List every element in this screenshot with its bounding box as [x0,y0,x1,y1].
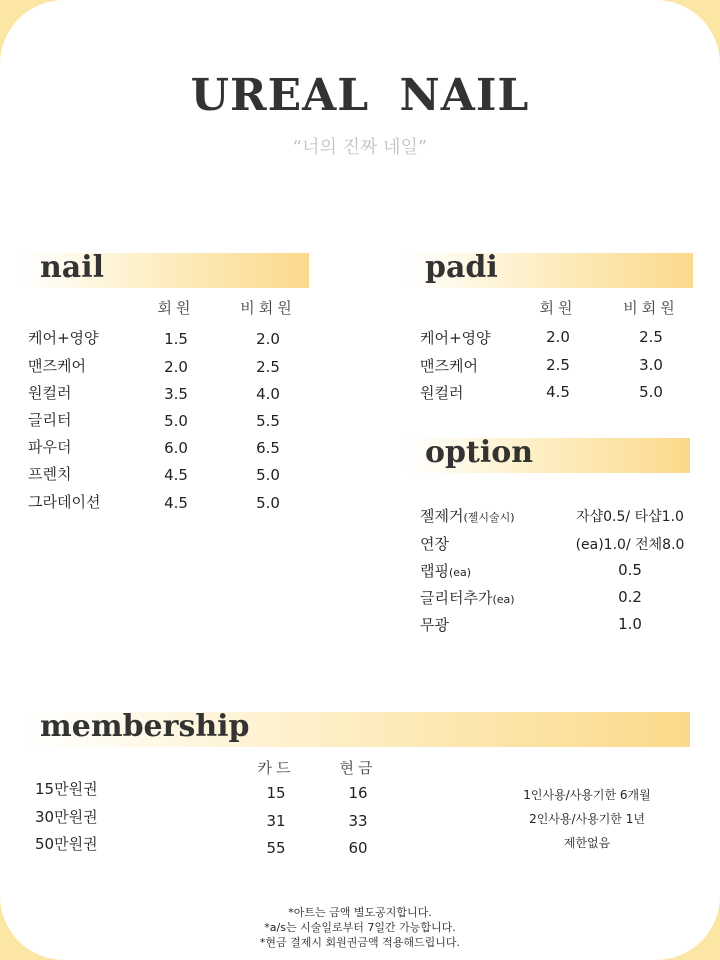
option-item-name [420,614,449,635]
footnote: *아트는 금액 별도공지합니다. [288,906,432,919]
footnote: *a/s는 시술일로부터 7일간 가능합니다. [264,921,456,934]
nail-item-member: 4.5 [164,466,188,484]
padi-section-title: padi [425,250,498,285]
nail-item-member: 4.5 [164,494,188,512]
membership-item-cash: 60 [348,839,368,857]
option-item-label: 글리터추가 [420,589,493,607]
nail-item-nonmember: 4.0 [256,385,280,403]
nail-section-title: nail [40,250,105,285]
padi-header-nonmember: 비회원 [623,299,679,317]
membership-section-title: membership [40,709,250,744]
nail-item-name: 맨즈케어 [28,357,86,375]
nail-item-nonmember: 5.0 [256,466,280,484]
option-item-name [420,560,471,581]
option-item-price: 0.5 [618,561,642,579]
option-item-name [420,533,449,554]
padi-item-name: 맨즈케어 [420,357,478,375]
nail-item-member: 2.0 [164,358,188,376]
membership-item-name: 50만원권 [35,835,98,853]
padi-header-member: 회원 [539,299,577,317]
membership-item-name: 15만원권 [35,780,98,798]
membership-item-name: 30만원권 [35,808,98,826]
padi-section-banner [405,250,693,288]
nail-header-nonmember: 비회원 [240,299,296,317]
tagline: “너의 진짜 네일” [292,137,428,158]
nail-item-nonmember: 6.5 [256,439,280,457]
option-item-label: 연장 [420,535,449,553]
nail-item-nonmember: 2.0 [256,330,280,348]
nail-item-nonmember: 2.5 [256,358,280,376]
membership-section-banner [20,709,690,747]
membership-item-card: 31 [266,812,286,830]
nail-item-name: 글리터 [28,411,72,429]
nail-item-name: 파우더 [28,438,72,456]
nail-header-member: 회원 [157,299,195,317]
padi-item-name: 케어+영양 [420,329,491,347]
option-item-name [420,505,515,526]
padi-item-nonmember: 3.0 [639,356,663,374]
nail-section-banner [20,250,309,288]
padi-item-name: 원컬러 [420,384,464,402]
option-item-label: 젤제거 [420,507,464,525]
membership-item-note: 2인사용/사용기한 1년 [529,812,645,826]
nail-item-name: 프렌치 [28,465,72,483]
option-item-price: (ea)1.0/ 전체8.0 [575,537,685,553]
padi-item-nonmember: 2.5 [639,328,663,346]
brand-title: UREAL NAIL [190,70,530,121]
option-item-sub: (ea) [448,566,472,579]
membership-item-note: 제한없음 [563,836,611,850]
nail-item-member: 1.5 [164,330,188,348]
option-section-banner [405,435,690,473]
nail-item-name: 케어+영양 [28,329,99,347]
membership-item-card: 55 [266,839,286,857]
padi-item-member: 2.5 [546,356,570,374]
option-item-price: 1.0 [618,615,642,633]
option-item-label: 랩핑 [420,562,449,580]
membership-item-card: 15 [266,784,286,802]
option-item-label: 무광 [420,616,449,634]
nail-item-name: 원컬러 [28,384,72,402]
option-item-price: 0.2 [618,588,642,606]
nail-item-nonmember: 5.0 [256,494,280,512]
footnote: *현금 결제시 회원권금액 적용해드립니다. [259,936,461,949]
nail-item-member: 3.5 [164,385,188,403]
option-item-sub: (ea) [492,593,515,606]
option-section-title: option [425,435,534,470]
nail-item-name: 그라데이션 [28,493,101,511]
nail-item-member: 6.0 [164,439,188,457]
padi-item-nonmember: 5.0 [639,383,663,401]
membership-item-cash: 16 [348,784,368,802]
nail-item-nonmember: 5.5 [256,412,280,430]
option-item-price: 자샵0.5/ 타샵1.0 [576,509,684,525]
membership-item-cash: 33 [348,812,368,830]
membership-header-cash: 현금 [339,759,377,777]
nail-item-member: 5.0 [164,412,188,430]
padi-item-member: 4.5 [546,383,570,401]
option-item-sub: (젤시술시) [463,511,515,524]
padi-item-member: 2.0 [546,328,570,346]
membership-header-card: 카드 [257,759,295,777]
option-item-name [420,587,515,608]
membership-item-note: 1인사용/사용기한 6개월 [523,788,651,802]
